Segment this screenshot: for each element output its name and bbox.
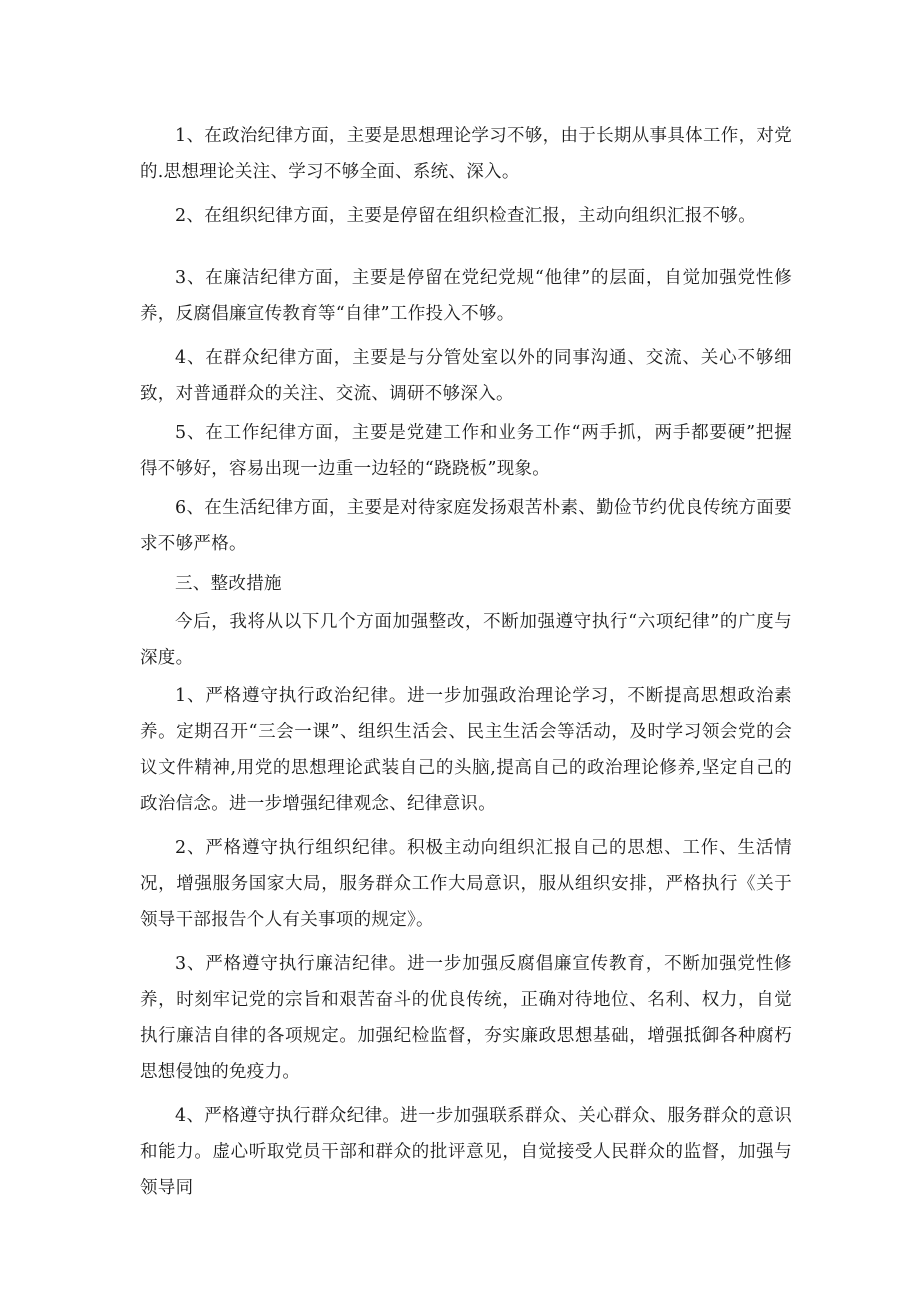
paragraph-political-discipline: 1、在政治纪律方面，主要是思想理论学习不够，由于长期从事具体工作，对党的.思想理论关注、学习不够全面、系统、深入。 xyxy=(140,126,792,182)
measure-organizational-discipline: 2、严格遵守执行组织纪律。积极主动向组织汇报自己的思想、工作、生活情况，增强服务国家大局，服务群众工作大局意识，服从组织安排，严格执行《关于领导干部报告个人有关事项的规定》。 xyxy=(140,838,792,930)
paragraph-organizational-discipline: 2、在组织纪律方面，主要是停留在组织检查汇报，主动向组织汇报不够。 xyxy=(175,206,757,226)
measure-integrity-discipline: 3、严格遵守执行廉洁纪律。进一步加强反腐倡廉宣传教育，不断加强党性修养，时刻牢记党的宗旨和艰苦奋斗的优良传统，正确对待地位、名利、权力，自觉执行廉洁自律的各项规定。加强纪检监督，夯实廉政思想基础，增强抵御各种腐朽思想侵蚀的免疫力。 xyxy=(140,954,792,1082)
measure-political-discipline: 1、严格遵守执行政治纪律。进一步加强政治理论学习，不断提高思想政治素养。定期召开“三会一课”、组织生活会、民主生活会等活动，及时学习领会党的会议文件精神,用党的思想理论武装自己的头脑,提高自己的政治理论修养,坚定自己的政治信念。进一步增强纪律观念、纪律意识。 xyxy=(140,686,792,814)
measure-mass-discipline: 4、严格遵守执行群众纪律。进一步加强联系群众、关心群众、服务群众的意识和能力。虚心听取党员干部和群众的批评意见，自觉接受人民群众的监督，加强与领导同 xyxy=(140,1106,792,1198)
paragraph-life-discipline: 6、在生活纪律方面，主要是对待家庭发扬艰苦朴素、勤俭节约优良传统方面要求不够严格。 xyxy=(140,498,792,554)
paragraph-mass-discipline: 4、在群众纪律方面，主要是与分管处室以外的同事沟通、交流、关心不够细致，对普通群众的关注、交流、调研不够深入。 xyxy=(140,348,792,404)
paragraph-work-discipline: 5、在工作纪律方面，主要是党建工作和业务工作“两手抓，两手都要硬”把握得不够好，容易出现一边重一边轻的“跷跷板”现象。 xyxy=(140,423,792,479)
paragraph-intro: 今后，我将从以下几个方面加强整改，不断加强遵守执行“六项纪律”的广度与深度。 xyxy=(140,612,792,668)
section-heading-rectification: 三、整改措施 xyxy=(175,574,282,594)
paragraph-integrity-discipline: 3、在廉洁纪律方面，主要是停留在党纪党规“他律”的层面，自觉加强党性修养，反腐倡廉宣传教育等“自律”工作投入不够。 xyxy=(140,268,792,324)
